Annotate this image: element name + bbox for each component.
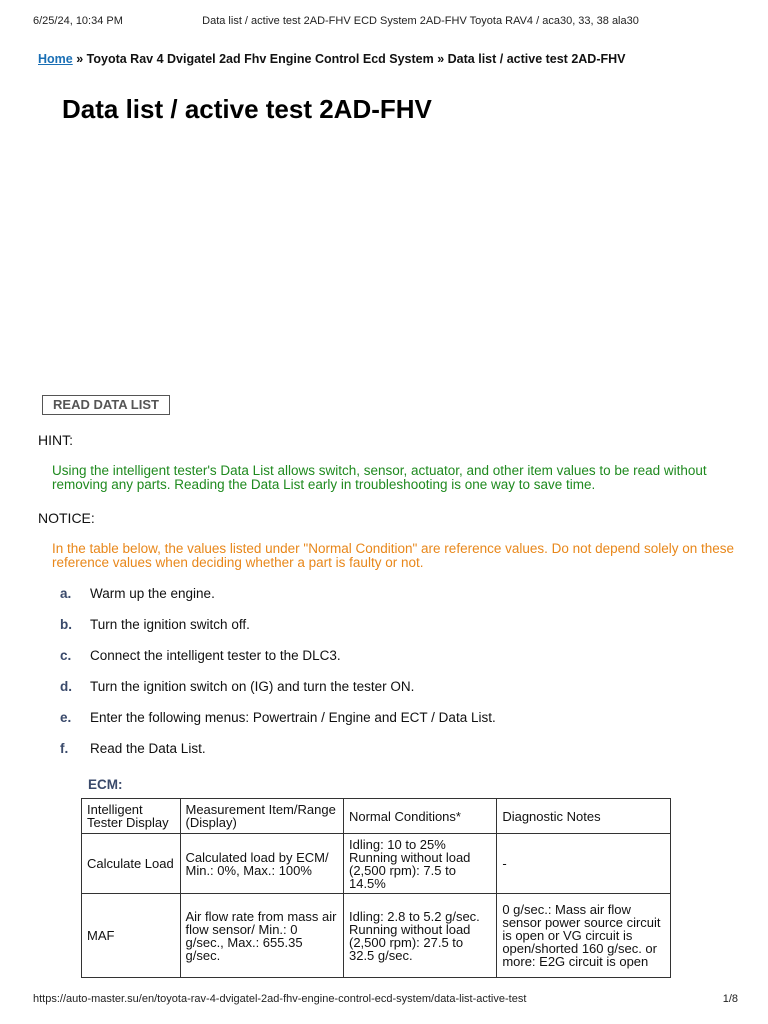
table-cell: Idling: 2.8 to 5.2 g/sec. Running without load (2,500 rpm): 27.5 to 32.5 g/sec. xyxy=(343,894,496,978)
step-item xyxy=(60,586,720,617)
step-item xyxy=(60,679,720,710)
table-header-cell: Normal Conditions* xyxy=(343,799,496,834)
table-header-row xyxy=(82,799,671,834)
step-item xyxy=(60,648,720,679)
step-item xyxy=(60,741,720,772)
breadcrumb-separator: » xyxy=(437,52,445,66)
step-letter: a. xyxy=(60,586,72,601)
ecm-label: ECM: xyxy=(88,777,123,792)
step-item xyxy=(60,617,720,648)
step-text: Connect the intelligent tester to the DLC3. xyxy=(90,648,341,663)
breadcrumb-item-system: Toyota Rav 4 Dvigatel 2ad Fhv Engine Control Ecd System xyxy=(86,52,434,66)
step-text: Warm up the engine. xyxy=(90,586,215,601)
page-title: Data list / active test 2AD-FHV xyxy=(62,94,432,124)
table-row xyxy=(82,894,671,978)
breadcrumb-item-current: Data list / active test 2AD-FHV xyxy=(447,52,626,66)
step-letter: e. xyxy=(60,710,72,725)
hint-text: Using the intelligent tester's Data List allows switch, sensor, actuator, and other item values to be read without removing any parts. Reading the Data List early in troubleshooting is one way to save time. xyxy=(52,463,707,492)
table-cell: - xyxy=(497,834,671,894)
procedure-steps xyxy=(60,586,720,772)
table-cell: Air flow rate from mass air flow sensor/ Min.: 0 g/sec., Max.: 655.35 g/sec. xyxy=(180,894,343,978)
breadcrumb xyxy=(38,52,748,66)
table-cell: MAF xyxy=(82,894,181,978)
step-text: Turn the ignition switch off. xyxy=(90,617,250,632)
table-cell: Idling: 10 to 25% Running without load (2,500 rpm): 7.5 to 14.5% xyxy=(343,834,496,894)
table-header-cell: Measurement Item/Range (Display) xyxy=(180,799,343,834)
table-header-cell: Diagnostic Notes xyxy=(497,799,671,834)
step-text: Turn the ignition switch on (IG) and turn the tester ON. xyxy=(90,679,415,694)
breadcrumb-separator: » xyxy=(76,52,84,66)
section-title: READ DATA LIST xyxy=(42,395,170,415)
print-date: 6/25/24, 10:34 PM xyxy=(33,15,123,27)
table-cell: 0 g/sec.: Mass air flow sensor power source circuit is open or VG circuit is open/shorted 160 g/sec. or more: E2G circuit is open xyxy=(497,894,671,978)
print-footer xyxy=(33,993,738,1005)
step-item xyxy=(60,710,720,741)
print-page-number: 1/8 xyxy=(722,993,738,1005)
step-text: Enter the following menus: Powertrain / Engine and ECT / Data List. xyxy=(90,710,496,725)
step-letter: c. xyxy=(60,648,72,663)
print-url: https://auto-master.su/en/toyota-rav-4-dvigatel-2ad-fhv-engine-control-ecd-system/data-list-active-test xyxy=(33,993,527,1005)
table-cell: Calculated load by ECM/ Min.: 0%, Max.: 100% xyxy=(180,834,343,894)
notice-text: In the table below, the values listed under "Normal Condition" are reference values. Do not depend solely on these reference values when deciding whether a part is faulty or not. xyxy=(52,541,735,570)
step-text: Read the Data List. xyxy=(90,741,206,756)
table-cell: Calculate Load xyxy=(82,834,181,894)
hint-label: HINT: xyxy=(38,432,73,448)
table-header-cell: Intelligent Tester Display xyxy=(82,799,181,834)
data-list-table xyxy=(81,798,671,978)
step-letter: d. xyxy=(60,679,72,694)
print-title: Data list / active test 2AD-FHV ECD System 2AD-FHV Toyota RAV4 / aca30, 33, 38 ala30 xyxy=(202,15,639,27)
table-row xyxy=(82,834,671,894)
step-letter: b. xyxy=(60,617,72,632)
breadcrumb-home-link[interactable]: Home xyxy=(38,52,73,66)
step-letter: f. xyxy=(60,741,69,756)
notice-label: NOTICE: xyxy=(38,510,95,526)
